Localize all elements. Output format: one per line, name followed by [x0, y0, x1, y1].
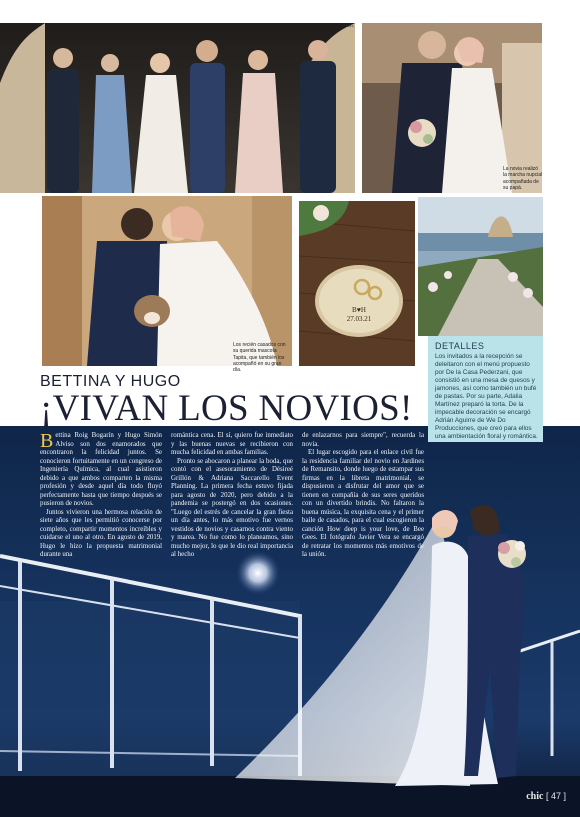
article-body — [40, 432, 425, 572]
page-number: 47 — [550, 791, 561, 801]
article-column-1 — [40, 432, 162, 560]
article-paragraph: de enlazarnos para siempre", recuerda la novia. — [302, 432, 424, 448]
drop-cap: B — [40, 430, 54, 452]
family-group-photo — [0, 23, 355, 193]
page-number-bracket: [ — [545, 791, 551, 801]
garden-venue-photo — [418, 197, 543, 336]
page-footer: chic [ 47 ] — [526, 791, 566, 802]
rings-dish-photo — [299, 201, 415, 366]
article-paragraph: Pronto se abocaron a planear la boda, que contó con el asesoramiento de Désireé Grillón & Adriana Saccarello Event Planning. La primera fecha estuvo fijada para agosto de 2020, pero debido a la pandemia se postergó en dos ocasiones. "Luego del estrés de cancelar la gran fiesta un día antes, lo más emotivo fue vernos vestidos de novios y casarnos contra viento y marea. No fue como lo planeamos, sino mucho mejor, lo que le dio real importancia al hecho — [171, 457, 293, 558]
article-paragraph: romántica cena. El sí, quiero fue inmediato y las buenas nuevas se recibieron con mucha felicidad en ambas familias. — [171, 432, 293, 456]
article-column-3 — [302, 432, 424, 560]
article-paragraph: Juntos vivieron una hermosa relación de siete años que les permitió conocerse por completo, compartir momentos increíbles y cuidarse el uno al otro. En agosto de 2019, Hugo le hizo la propuesta matrimonial durante una — [40, 508, 162, 558]
caption-pet: Los recién casados con su querida mascota Tapita, que también los acompañó en su gran día. — [233, 342, 286, 374]
article-kicker: BETTINA Y HUGO — [40, 373, 181, 390]
detalles-body: Los invitados a la recepción se deleitaron con el menú propuesto por De la Casa Pederzani, que consistió en una mesa de quesos y jamones, así como también un bufé de pastas. Por su parte, Adalia Martínez preparó la torta. De la impecable decoración se encargó Adrián Aguirre de We Do Producciones, que creó para ellos una ambientación floral y romántica. — [435, 353, 538, 440]
couple-with-dog-photo — [42, 196, 292, 366]
caption-family: Bettina y Hugo junto a sus respectivos padres: Guillermo Roig y Vilma Bogarín; Sara Alviso y Hugo René Simón. — [104, 23, 354, 29]
magazine-brand: chic — [526, 791, 544, 802]
caption-bride-father: La novia realizó la marcha nupcial acompañada de su papá. — [503, 166, 543, 191]
article-headline: ¡VIVAN LOS NOVIOS! — [40, 388, 413, 429]
ring-dish-date: 27.03.21 — [346, 315, 372, 323]
detalles-title: DETALLES — [435, 341, 485, 351]
article-paragraph: Bettina Roig Bogarín y Hugo Simón Alviso son dos enamorados que encontraron la felicidad juntos. Se conocieron fortuitamente en un congreso de Ingeniería Química, al cual asistieron debido a que ambos comparten la misma profesión y desde aquel día todo fluyó perfectamente hasta que tiempo después se pusieron de novios. — [40, 430, 162, 507]
article-paragraph: El lugar escogido para el enlace civil fue la residencia familiar del novio en Jardines de Remansito, donde luego de estampar sus firmas en la libreta matrimonial, se dispusieron a disfrutar del amor que se tienen en compañía de sus seres queridos con un divertido brindis. No faltaron la buena música, la exquisita cena y el primer baile de casados, para el cual escogieron la canción How deep is your love, de Bee Gees. El fotógrafo Javier Vera se encargó de retratar los momentos más emotivos de la unión. — [302, 449, 424, 558]
detalles-box — [428, 336, 543, 442]
ring-dish-initials: B♥H — [352, 306, 366, 314]
article-column-2 — [171, 432, 293, 560]
